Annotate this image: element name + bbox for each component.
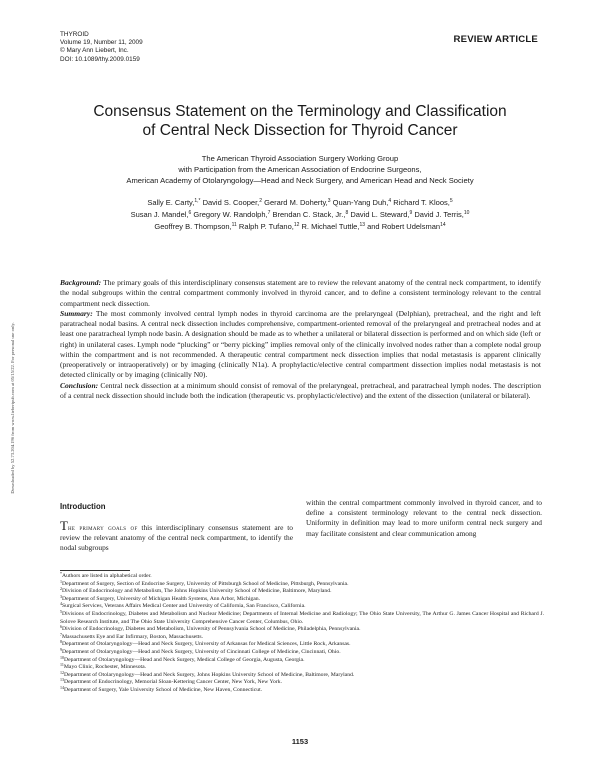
- abstract-background: [60, 278, 541, 309]
- author-list: [40, 197, 560, 233]
- journal-info: [60, 31, 143, 64]
- footnote-marker: 5: [60, 608, 62, 614]
- footnote-text: Department of Endocrinology, Memorial Sloan-Kettering Cancer Center, New York, New York.: [64, 679, 283, 686]
- footnote-text: Division of Endocrinology, Diabetes and Metabolism, University of Pennsylvania School of Medicine, Philadelphia, Pennsylvania.: [62, 626, 361, 633]
- footnote-marker: 6: [60, 624, 62, 630]
- footnote: [60, 608, 544, 626]
- group-line-3: American Academy of Otolaryngology—Head and Neck Surgery, and American Head and Neck Society: [126, 176, 474, 185]
- journal-doi: DOI: 10.1089/thy.2009.0159: [60, 55, 140, 63]
- author: and Robert Udelsman$^{14}$: [367, 222, 446, 231]
- footnote-text: Department of Otolaryngology—Head and Neck Surgery, University of Cincinnati College of Medicine, Cincinnati, Ohio.: [62, 648, 341, 655]
- footnote-text: Surgical Services, Veterans Affairs Medical Center and University of California, San Francisco, California.: [62, 603, 306, 610]
- footnote-text: Department of Surgery, Section of Endocrine Surgery, University of Pittsburgh School of Medicine, Pittsburgh, Pennsylvania.: [62, 580, 349, 587]
- footnotes: [60, 573, 544, 695]
- title-line-1: Consensus Statement on the Terminology and Classification: [93, 103, 507, 120]
- footnote-text: Department of Otolaryngology—Head and Neck Surgery, University of Arkansas for Medical Sciences, Little Rock, Arkansas.: [62, 641, 351, 648]
- footnote-marker: 2: [60, 586, 62, 592]
- article-type: REVIEW ARTICLE: [453, 34, 538, 45]
- abstract-summary: [60, 309, 541, 381]
- author: Gerard M. Doherty,$^3$: [264, 198, 331, 207]
- footnote-text: Department of Surgery, Yale University School of Medicine, New Haven, Connecticut.: [64, 686, 263, 693]
- footnote-text: Authors are listed in alphabetical order.: [62, 573, 152, 579]
- author: David L. Steward,$^9$: [350, 210, 413, 219]
- author: R. Michael Tuttle,$^{13}$: [301, 222, 365, 231]
- footnote: [60, 646, 544, 657]
- footnote-marker: 13: [60, 677, 64, 683]
- journal-volume: Volume 19, Number 11, 2009: [60, 39, 143, 47]
- author-line-3: [40, 221, 560, 233]
- introduction-column-left: [60, 518, 293, 554]
- background-text: The primary goals of this interdisciplinary consensus statement are to review the relevant anatomy of the central neck compartment, to identify the nodal subgroups within the central compartment commonly involved in thyroid cancer, and to define a consistent terminology relevant to the central compartment neck dissection.: [60, 278, 541, 308]
- abstract: [60, 278, 541, 401]
- download-watermark: [10, 268, 18, 548]
- footnote-text: Divisions of Endocrinology, Diabetes and Metabolism and Nuclear Medicine; Departments of Internal Medicine and Radiology; The Ohio State University, The Arthur G. James Cancer Hospital and Richard J. Solove Research Institute, and The Ohio State University Comprehensive Cancer Center, Columbus, Ohio.: [60, 610, 544, 625]
- footnote-divider: [60, 570, 130, 571]
- footnote-text: Mayo Clinic, Rochester, Minnesota.: [63, 664, 147, 671]
- conclusion-text: Central neck dissection at a minimum should consist of removal of the prelaryngeal, pretracheal, and paratracheal lymph nodes. The description of a central neck dissection should include both the indication (therapeutic vs. prophylactic/elective) and the extent of the dissection (unilateral or bilateral).: [60, 380, 541, 400]
- footnote-text: Division of Endocrinology and Metabolism, The Johns Hopkins University School of Medicine, Baltimore, Maryland.: [62, 588, 332, 595]
- author-line-1: [40, 197, 560, 209]
- working-group: [40, 153, 560, 186]
- footnote-text: Department of Otolaryngology—Head and Neck Surgery, Medical College of Georgia, Augusta, Georgia.: [64, 656, 305, 663]
- download-note: Downloaded by 52.73.204.196 from www.liebertpub.com at 05/15/22. For personal use only.: [10, 322, 15, 494]
- footnote-marker: 10: [60, 654, 64, 660]
- introduction-column-right: within the central compartment commonly involved in thyroid cancer, and to define a consistent terminology relevant to the central neck dissection. Uniformity in definition may lead to more uniform central neck surgery and may facilitate consistent and clear communication among: [306, 498, 542, 538]
- footnote-marker: 1: [60, 578, 62, 584]
- author: Geoffrey B. Thompson,$^{11}$: [154, 222, 237, 231]
- footnote-marker: 14: [60, 684, 64, 690]
- footnote-marker: 4: [60, 601, 62, 607]
- footnote-marker: 7: [60, 631, 62, 637]
- footnote: [60, 684, 544, 695]
- intro-left-text: this interdisciplinary consensus statement are to review the relevant anatomy of the central neck compartment, to identify the nodal subgroups: [60, 523, 293, 553]
- footnote-marker: *: [60, 571, 62, 576]
- footnote: [60, 603, 544, 611]
- footnote: [60, 679, 544, 687]
- footnote: [60, 664, 544, 672]
- summary-text: The most commonly involved central lymph nodes in thyroid carcinoma are the prelaryngeal (Delphian), pretracheal, and the right and left paratracheal nodal basins. A central neck dissection includes comprehensive, compartment-oriented removal of the prelaryngeal and pretracheal nodes and at least one paratracheal lymph node basin. A designation should be made as to whether a unilateral or bilateral dissection is performed and on which side (left or right) in unilateral cases. Lymph node “plucking” or “berry picking” implies removal only of the clinically involved nodes rather than a complete nodal group within the compartment and is not recommended. A therapeutic central compartment neck dissection implies that nodal metastasis is apparent clinically (preoperatively or intraoperatively) or by imaging (clinically N1a). A prophylactic/elective central compartment dissection implies nodal metastasis is not detected clinically or by imaging (clinically N0).: [60, 308, 541, 380]
- journal-name: THYROID: [60, 31, 89, 38]
- author: Quan-Yang Duh,$^4$: [332, 198, 392, 207]
- author: Richard T. Kloos,$^5$: [393, 198, 453, 207]
- author: David J. Terris,$^{10}$: [414, 210, 470, 219]
- author: Ralph P. Tufano,$^{12}$: [238, 222, 300, 231]
- group-line-1: The American Thyroid Association Surgery Working Group: [201, 154, 399, 163]
- footnote: [60, 588, 544, 596]
- footnote: [60, 573, 544, 581]
- footnote-text: Department of Surgery, University of Michigan Health Systems, Ann Arbor, Michigan.: [62, 595, 261, 602]
- summary-label: Summary:: [60, 308, 93, 318]
- footnote-marker: 12: [60, 669, 64, 675]
- page-number: 1153: [291, 737, 309, 746]
- conclusion-label: Conclusion:: [60, 380, 99, 390]
- footnote: [60, 641, 544, 649]
- author: David S. Cooper,$^2$: [202, 198, 263, 207]
- journal-copyright: © Mary Ann Liebert, Inc.: [60, 47, 129, 55]
- article-title: [40, 102, 560, 140]
- author: Susan J. Mandel,$^6$: [130, 210, 192, 219]
- footnote-text: Department of Otolaryngology—Head and Neck Surgery, Johns Hopkins University School of Medicine, Baltimore, Maryland.: [64, 671, 355, 678]
- abstract-conclusion: [60, 381, 541, 402]
- dropcap: T: [60, 518, 68, 533]
- intro-smallcaps: he primary goals of: [67, 523, 138, 532]
- footnote: [60, 626, 544, 634]
- author-line-2: [40, 209, 560, 221]
- title-line-2: of Central Neck Dissection for Thyroid Cancer: [142, 122, 458, 139]
- footnote-text: Massachusetts Eye and Ear Infirmary, Boston, Massachusetts.: [62, 633, 203, 640]
- section-heading-introduction: Introduction: [60, 502, 106, 511]
- footnote-marker: 11: [60, 662, 64, 668]
- footnote-marker: 8: [60, 639, 62, 645]
- author: Sally E. Carty,$^{1,*}$: [147, 198, 201, 207]
- footnote-marker: 3: [60, 593, 62, 599]
- group-line-2: with Participation from the American Association of Endocrine Surgeons,: [178, 165, 422, 174]
- author: Brendan C. Stack, Jr.,$^8$: [272, 210, 349, 219]
- background-label: Background:: [60, 278, 102, 287]
- author: Gregory W. Randolph,$^7$: [193, 210, 271, 219]
- footnote-marker: 9: [60, 646, 62, 652]
